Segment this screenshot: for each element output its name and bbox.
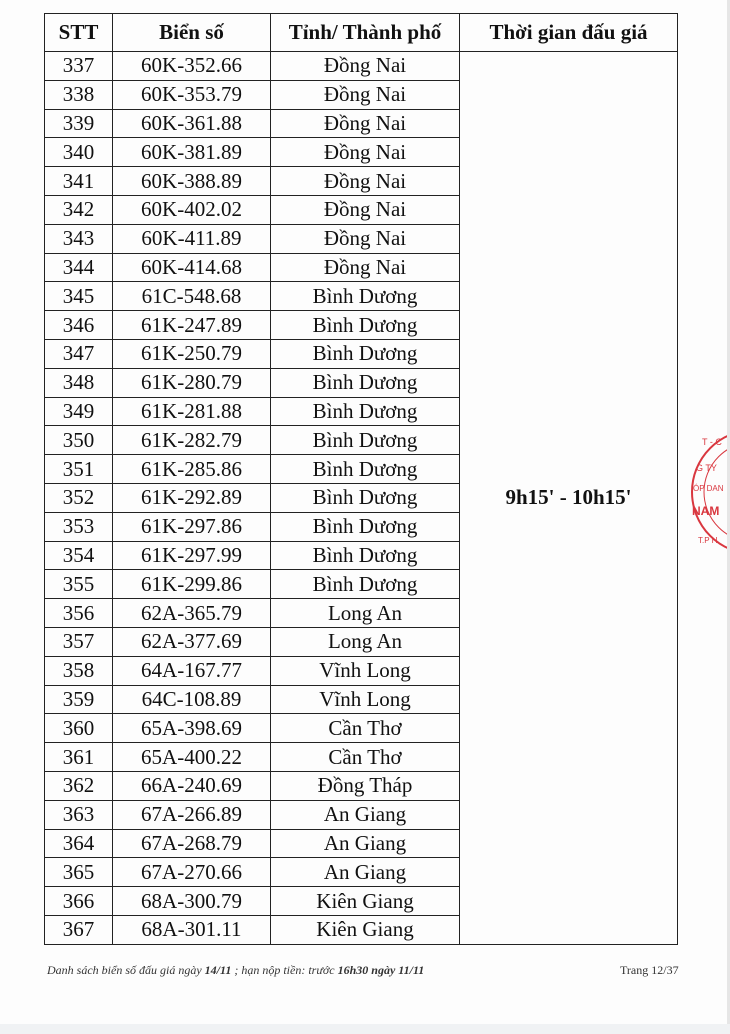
row-plate: 65A-398.69	[113, 714, 271, 743]
row-stt: 341	[45, 167, 113, 196]
row-province: Đồng Nai	[271, 253, 460, 282]
row-stt: 367	[45, 915, 113, 944]
row-stt: 362	[45, 771, 113, 800]
table-row	[45, 52, 678, 81]
row-province: Bình Dương	[271, 339, 460, 368]
row-plate: 66A-240.69	[113, 771, 271, 800]
row-plate: 60K-414.68	[113, 253, 271, 282]
row-province: Đồng Nai	[271, 109, 460, 138]
row-plate: 61K-299.86	[113, 570, 271, 599]
row-stt: 364	[45, 829, 113, 858]
row-plate: 61K-292.89	[113, 483, 271, 512]
row-stt: 347	[45, 339, 113, 368]
seal-text: T.P H	[698, 536, 718, 545]
row-stt: 346	[45, 311, 113, 340]
row-province: Đồng Nai	[271, 138, 460, 167]
row-province: Đồng Nai	[271, 52, 460, 81]
row-stt: 343	[45, 224, 113, 253]
row-stt: 366	[45, 887, 113, 916]
seal-text: T - C	[702, 437, 722, 447]
table-body	[45, 52, 678, 945]
row-stt: 356	[45, 599, 113, 628]
row-plate: 67A-270.66	[113, 858, 271, 887]
row-plate: 67A-266.89	[113, 800, 271, 829]
row-stt: 361	[45, 743, 113, 772]
row-plate: 61K-250.79	[113, 339, 271, 368]
row-stt: 365	[45, 858, 113, 887]
row-province: Cần Thơ	[271, 714, 460, 743]
row-plate: 62A-365.79	[113, 599, 271, 628]
row-plate: 61K-282.79	[113, 426, 271, 455]
row-province: Bình Dương	[271, 512, 460, 541]
row-stt: 349	[45, 397, 113, 426]
header-plate: Biển số	[113, 14, 271, 52]
row-plate: 60K-353.79	[113, 80, 271, 109]
row-plate: 64A-167.77	[113, 656, 271, 685]
seal-text: NAM	[692, 504, 720, 518]
row-province: An Giang	[271, 858, 460, 887]
row-stt: 354	[45, 541, 113, 570]
seal-text: G TY	[696, 463, 717, 473]
row-province: Đồng Nai	[271, 195, 460, 224]
row-stt: 355	[45, 570, 113, 599]
row-plate: 60K-361.88	[113, 109, 271, 138]
row-province: Vĩnh Long	[271, 656, 460, 685]
row-stt: 357	[45, 627, 113, 656]
company-seal-stamp	[688, 425, 730, 560]
row-plate: 61K-280.79	[113, 368, 271, 397]
row-stt: 344	[45, 253, 113, 282]
row-plate: 61K-297.99	[113, 541, 271, 570]
row-province: Vĩnh Long	[271, 685, 460, 714]
row-stt: 351	[45, 455, 113, 484]
row-stt: 353	[45, 512, 113, 541]
row-plate: 61C-548.68	[113, 282, 271, 311]
row-stt: 348	[45, 368, 113, 397]
footer-prefix: Danh sách biển số đấu giá ngày	[47, 963, 205, 977]
row-province: Long An	[271, 599, 460, 628]
row-plate: 61K-281.88	[113, 397, 271, 426]
footer-middle: ; hạn nộp tiền: trước	[231, 963, 338, 977]
row-plate: 62A-377.69	[113, 627, 271, 656]
row-stt: 340	[45, 138, 113, 167]
row-plate: 61K-247.89	[113, 311, 271, 340]
table-header-row	[45, 14, 678, 52]
row-plate: 60K-388.89	[113, 167, 271, 196]
footer-deadline: 16h30 ngày 11/11	[337, 963, 425, 977]
row-plate: 67A-268.79	[113, 829, 271, 858]
auction-time-cell: 9h15' - 10h15'	[460, 52, 678, 945]
row-province: Đồng Tháp	[271, 771, 460, 800]
row-stt: 363	[45, 800, 113, 829]
header-auction-time: Thời gian đấu giá	[460, 14, 678, 52]
row-plate: 60K-352.66	[113, 52, 271, 81]
row-stt: 359	[45, 685, 113, 714]
row-plate: 65A-400.22	[113, 743, 271, 772]
row-province: Bình Dương	[271, 483, 460, 512]
row-plate: 60K-381.89	[113, 138, 271, 167]
row-plate: 60K-402.02	[113, 195, 271, 224]
row-province: Bình Dương	[271, 541, 460, 570]
header-province: Tỉnh/ Thành phố	[271, 14, 460, 52]
row-plate: 60K-411.89	[113, 224, 271, 253]
row-province: An Giang	[271, 800, 460, 829]
row-province: Bình Dương	[271, 426, 460, 455]
row-stt: 342	[45, 195, 113, 224]
row-province: Kiên Giang	[271, 887, 460, 916]
seal-text: ÓP DAN	[693, 484, 724, 493]
plate-auction-table	[44, 13, 678, 945]
row-stt: 360	[45, 714, 113, 743]
row-stt: 345	[45, 282, 113, 311]
row-province: Bình Dương	[271, 570, 460, 599]
row-plate: 68A-301.11	[113, 915, 271, 944]
row-plate: 68A-300.79	[113, 887, 271, 916]
row-province: Bình Dương	[271, 397, 460, 426]
row-province: Bình Dương	[271, 311, 460, 340]
row-province: Long An	[271, 627, 460, 656]
row-stt: 352	[45, 483, 113, 512]
row-stt: 358	[45, 656, 113, 685]
footer-note	[47, 963, 424, 978]
row-province: An Giang	[271, 829, 460, 858]
row-plate: 61K-297.86	[113, 512, 271, 541]
scan-bottom-strip	[0, 1024, 730, 1034]
row-stt: 350	[45, 426, 113, 455]
row-province: Bình Dương	[271, 368, 460, 397]
seal-graphic	[688, 425, 730, 560]
row-province: Đồng Nai	[271, 224, 460, 253]
row-province: Cần Thơ	[271, 743, 460, 772]
row-plate: 64C-108.89	[113, 685, 271, 714]
page-number: Trang 12/37	[620, 963, 679, 977]
row-stt: 338	[45, 80, 113, 109]
row-province: Kiên Giang	[271, 915, 460, 944]
row-province: Bình Dương	[271, 455, 460, 484]
row-province: Đồng Nai	[271, 167, 460, 196]
header-stt: STT	[45, 14, 113, 52]
row-stt: 339	[45, 109, 113, 138]
row-province: Bình Dương	[271, 282, 460, 311]
footer-auction-date: 14/11	[204, 963, 232, 977]
row-province: Đồng Nai	[271, 80, 460, 109]
row-plate: 61K-285.86	[113, 455, 271, 484]
row-stt: 337	[45, 52, 113, 81]
